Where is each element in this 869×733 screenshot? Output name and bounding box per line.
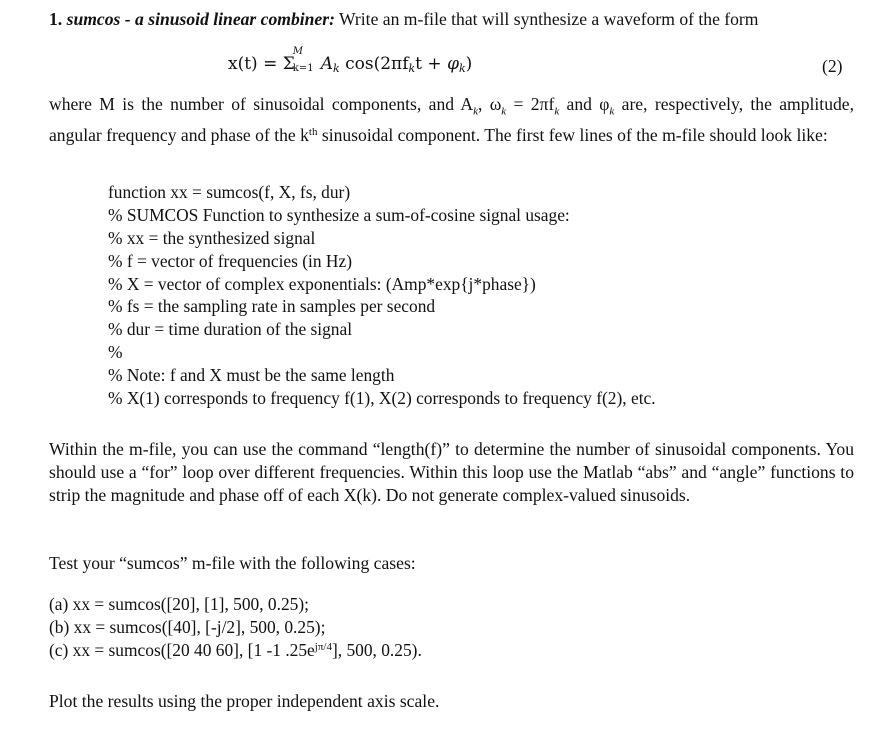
code-line: % Note: f and X must be the same length [108,365,395,386]
waveform-equation [228,46,473,75]
test-case-b: (b) xx = sumcos([40], [-j/2], 500, 0.25); [49,617,326,637]
definition-text-4: and φ [559,94,610,114]
code-line: % X(1) corresponds to frequency f(1), X(2) corresponds to frequency f(2), etc. [108,388,656,409]
phase-index: k [458,62,466,75]
instructions-paragraph: Within the m-file, you can use the command “length(f)” to determine the number of sinusoidal components. You should use a “for” loop over different frequencies. Within this loop use the Matlab “abs” and “angle” functions to strip the magnitude and phase off of each X(k). Do not generate complex-valued sinusoids. [49,439,854,505]
code-line: % SUMCOS Function to synthesize a sum-of-cosine signal usage: [108,204,570,225]
frequency-index: k [408,62,416,75]
code-line: % fs = the sampling rate in samples per second [108,296,436,317]
definition-sub-2: k [501,105,507,118]
test-cases [49,593,422,662]
amplitude-index: k [333,62,340,75]
definition-sub-1: k [473,105,478,118]
closing-instruction: Plot the results using the proper independent axis scale. [49,691,440,711]
definition-text-1: where M is the number of sinusoidal components, and A [49,94,474,114]
equation-number: (2) [822,56,843,76]
test-case-c [49,639,422,662]
code-line: % dur = time duration of the signal [108,319,353,340]
test-intro: Test your “sumcos” m-file with the following cases: [49,553,416,573]
problem-statement [49,8,854,31]
test-case-c-text: (c) xx = sumcos([20 40 60], [1 -1 .25e [49,640,315,660]
test-case-a: (a) xx = sumcos([20], [1], 500, 0.25); [49,594,309,614]
time-plus: t + [415,54,448,74]
definition-text-2: , ω [477,94,502,114]
definition-sub-4: k [609,105,615,118]
definition-text-6: sinusoidal component. The first few lines of the m-file should look like: [317,124,828,145]
code-line: function xx = sumcos(f, X, fs, dur) [108,182,351,202]
problem-title: sumcos - a sinusoid linear combiner: [66,9,335,29]
code-listing [108,181,656,410]
code-line: % X = vector of complex exponentials: (Amp*exp{j*phase}) [108,273,536,294]
definition-sub-3: k [554,105,560,118]
equation-lhs: x(t) = [228,54,283,74]
code-line: % [108,342,123,363]
problem-intro-text: Write an m-file that will synthesize a waveform of the form [334,9,759,29]
sum-upper-limit: M [292,46,303,57]
sum-lower-limit: k=1 [292,63,314,74]
test-case-c-exponent: jπ/4 [314,641,332,653]
definition-paragraph [49,93,854,147]
code-line: % f = vector of frequencies (in Hz) [108,250,352,271]
sum-symbol: Σ [282,54,295,74]
equation-close: ) [465,54,473,74]
definition-superscript: th [308,125,318,138]
phase-symbol: φ [447,54,459,74]
amplitude-symbol: A [320,54,334,74]
code-line: % xx = the synthesized signal [108,227,316,248]
test-case-c-tail: ], 500, 0.25). [331,640,422,660]
problem-number: 1. [49,9,63,29]
cos-term: cos(2πf [339,54,409,74]
definition-text-3: = 2πf [506,94,555,114]
definition-text-5: are, respectively, the amplitude, angular frequency and phase of the k [49,94,854,145]
summation [282,46,321,74]
